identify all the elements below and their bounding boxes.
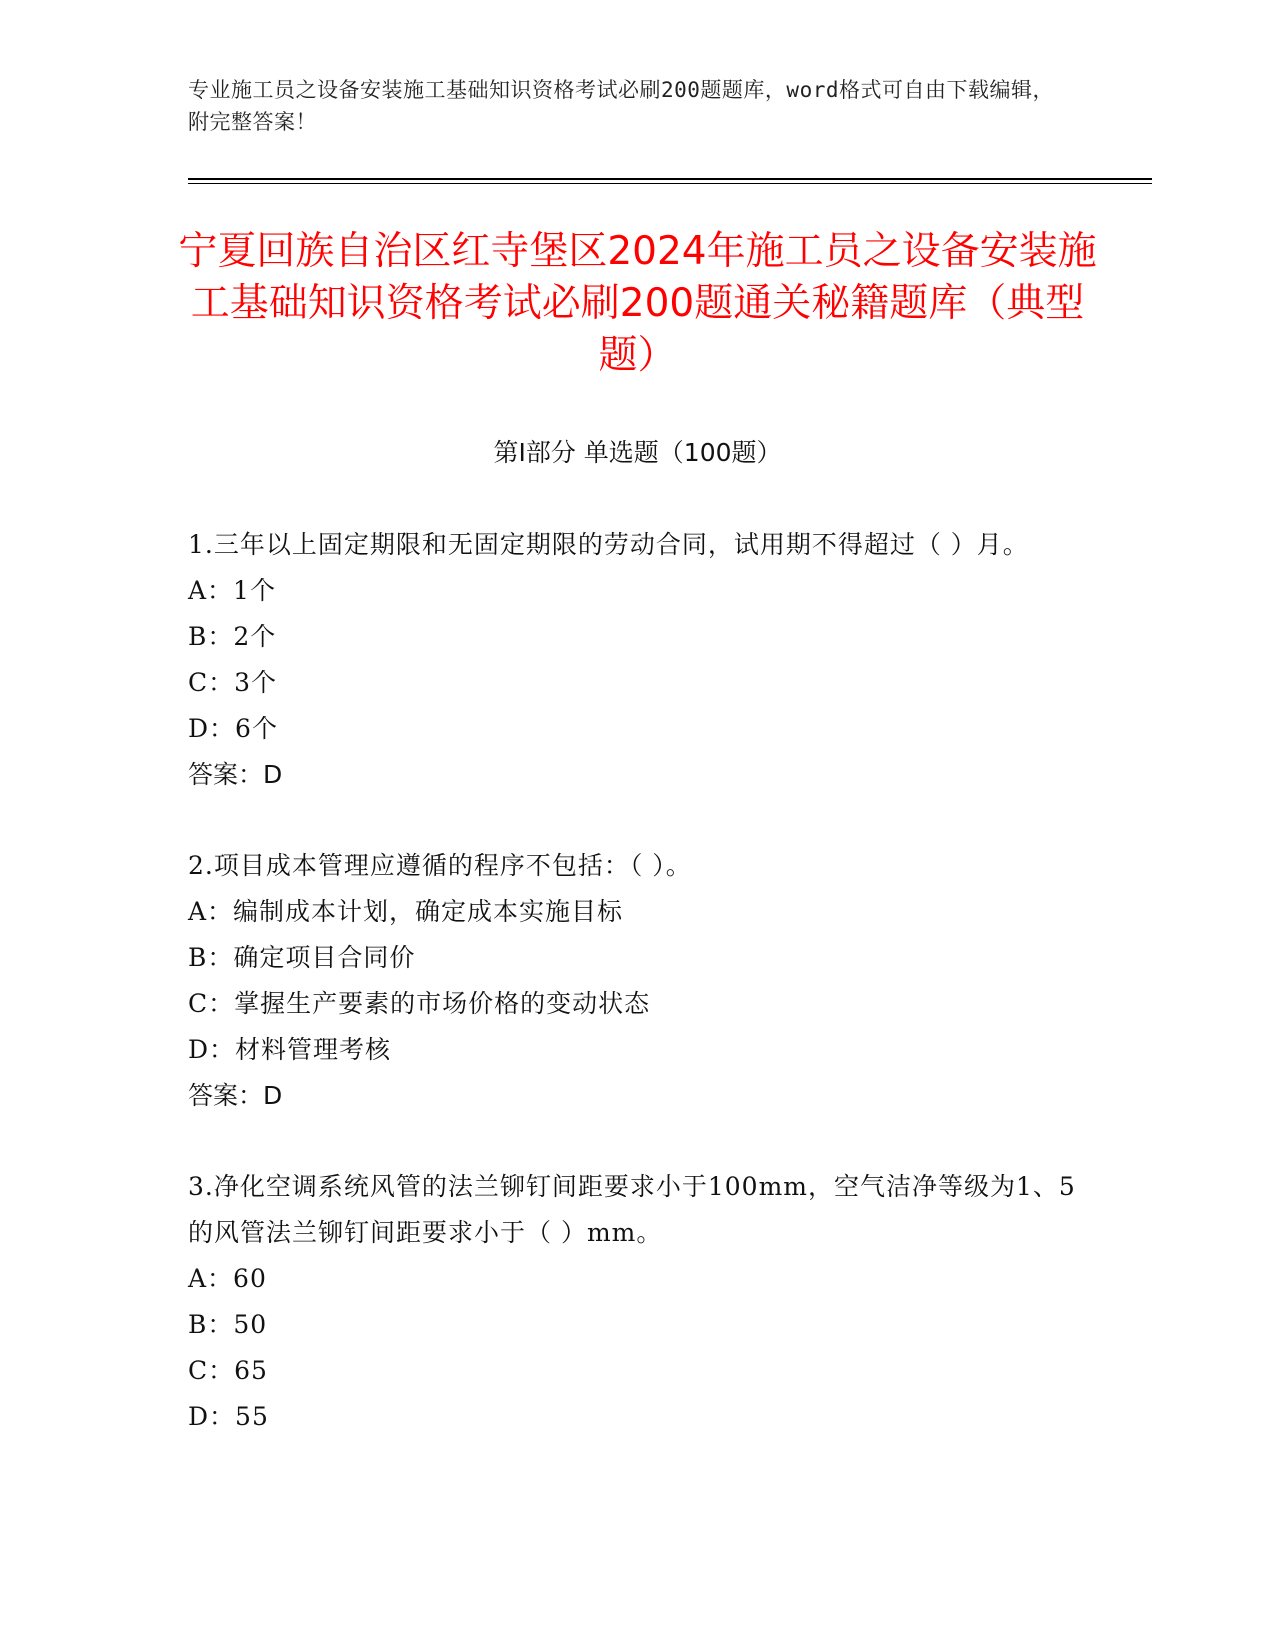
answer: 答案：D bbox=[188, 760, 283, 789]
question-stem: 3.净化空调系统风管的法兰铆钉间距要求小于100mm，空气洁净等级为1、5的风管法兰铆钉间距要求小于（ ）mm。 bbox=[188, 1172, 1076, 1247]
header-divider-thick bbox=[188, 178, 1152, 180]
question-stem: 2.项目成本管理应遵循的程序不包括：（ ）。 bbox=[188, 851, 692, 880]
question-stem: 1.三年以上固定期限和无固定期限的劳动合同，试用期不得超过（ ）月。 bbox=[188, 530, 1029, 559]
option-a: A：编制成本计划，确定成本实施目标 bbox=[188, 897, 624, 926]
section-title: 第Ⅰ部分 单选题（100题） bbox=[493, 438, 782, 467]
question-2 bbox=[188, 843, 1088, 1119]
option-c: C：3个 bbox=[188, 668, 278, 697]
option-b: B：50 bbox=[188, 1310, 268, 1339]
question-1 bbox=[188, 522, 1088, 798]
header-divider-thin bbox=[188, 183, 1152, 184]
answer: 答案：D bbox=[188, 1081, 283, 1110]
option-d: D：材料管理考核 bbox=[188, 1035, 392, 1064]
option-c: C：65 bbox=[188, 1356, 268, 1385]
question-list bbox=[188, 522, 1088, 1485]
option-d: D：55 bbox=[188, 1402, 269, 1431]
document-title: 宁夏回族自治区红寺堡区2024年施工员之设备安装施工基础知识资格考试必刷200题通关秘籍题库（典型题） bbox=[178, 229, 1097, 378]
option-b: B：确定项目合同价 bbox=[188, 943, 416, 972]
header-note: 专业施工员之设备安装施工基础知识资格考试必刷200题题库，word格式可自由下载编辑，附完整答案！ bbox=[188, 78, 1054, 134]
option-a: A：60 bbox=[188, 1264, 267, 1293]
option-a: A：1个 bbox=[188, 576, 276, 605]
option-c: C：掌握生产要素的市场价格的变动状态 bbox=[188, 989, 651, 1018]
option-b: B：2个 bbox=[188, 622, 277, 651]
question-3 bbox=[188, 1164, 1088, 1440]
option-d: D：6个 bbox=[188, 714, 278, 743]
